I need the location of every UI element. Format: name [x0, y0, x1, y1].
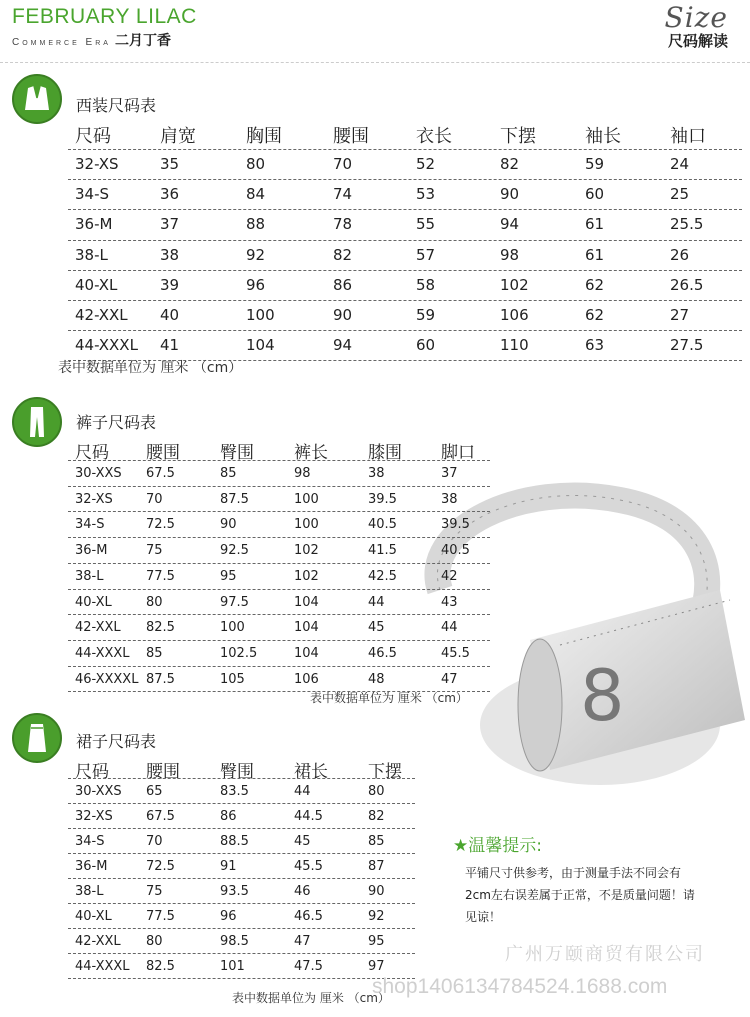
suit-table-cell: 38: [160, 245, 180, 264]
brand-name: FEBRUARY LILAC: [12, 5, 197, 28]
suit-table-cell: 24: [670, 155, 690, 173]
suit-table-cell: 25: [670, 185, 690, 204]
suit-header-cell: 袖长: [585, 126, 621, 147]
suit-row-rule: [68, 179, 742, 180]
suit-table-cell: 63: [585, 336, 605, 355]
skirt-table-cell: 65: [146, 784, 163, 799]
skirt-table-cell: 101: [220, 959, 245, 974]
pants-row-rule: [68, 537, 490, 538]
suit-table-cell: 36-M: [75, 215, 113, 234]
pants-table-cell: 43: [441, 594, 458, 610]
pants-row-rule: [68, 511, 490, 512]
suit-table-cell: 42-XXL: [75, 306, 128, 324]
pants-table-cell: 39.5: [441, 517, 470, 533]
suit-table-cell: 27: [670, 306, 690, 324]
suit-section-title: 西装尺码表: [76, 96, 157, 115]
suit-row-rule: [68, 209, 742, 210]
pants-row-rule: [68, 666, 490, 667]
pants-table-cell: 45: [368, 620, 385, 636]
skirt-header-cell: 裙长: [294, 762, 328, 782]
suit-table-cell: 62: [585, 306, 605, 324]
pants-table-cell: 34-S: [75, 517, 105, 533]
pants-table-cell: 82.5: [146, 620, 175, 636]
pants-table-cell: 100: [294, 517, 319, 533]
suit-table-cell: 32-XS: [75, 155, 119, 173]
suit-table-cell: 86: [333, 275, 353, 294]
pants-table-cell: 87.5: [146, 671, 175, 687]
skirt-table-cell: 44: [294, 784, 311, 799]
pants-row-rule: [68, 486, 490, 487]
suit-row-rule: [68, 240, 742, 241]
skirt-table-cell: 93.5: [220, 884, 249, 899]
pants-section-title: 裤子尺码表: [76, 413, 157, 432]
size-logo-caption: 尺码解读: [667, 32, 728, 50]
suit-table-cell: 55: [416, 215, 436, 234]
skirt-table-cell: 80: [368, 784, 385, 799]
pants-table-cell: 102: [294, 568, 319, 584]
suit-table-cell: 57: [416, 245, 436, 264]
skirt-row-rule: [68, 903, 415, 904]
pants-table-cell: 104: [294, 594, 319, 610]
suit-table-cell: 25.5: [670, 215, 704, 234]
suit-table-cell: 52: [416, 155, 436, 173]
pants-table-cell: 102.5: [220, 645, 258, 661]
skirt-table-cell: 45: [294, 834, 311, 849]
pants-row-rule: [68, 640, 490, 641]
suit-table-cell: 60: [585, 185, 605, 204]
suit-table-cell: 96: [246, 275, 266, 294]
suit-table-cell: 62: [585, 275, 605, 294]
suit-table-cell: 90: [500, 185, 520, 204]
suit-table-cell: 38-L: [75, 245, 108, 264]
suit-table-cell: 84: [246, 185, 266, 204]
skirt-table-cell: 98.5: [220, 934, 249, 949]
skirt-table-cell: 86: [220, 809, 237, 824]
brand-tagline: Commerce Era: [12, 37, 111, 48]
skirt-table-cell: 97: [368, 959, 385, 974]
pants-table-cell: 42-XXL: [75, 620, 121, 636]
pants-table-cell: 90: [220, 517, 237, 533]
pants-table-cell: 46-XXXXL: [75, 671, 139, 687]
skirt-table-cell: 44.5: [294, 809, 323, 824]
header-divider: [0, 62, 750, 63]
suit-table-cell: 78: [333, 215, 353, 234]
suit-table-cell: 110: [500, 336, 529, 355]
pants-table-cell: 100: [294, 491, 319, 507]
suit-table-cell: 106: [500, 306, 529, 324]
suit-table-cell: 60: [416, 336, 436, 355]
pants-row-rule: [68, 563, 490, 564]
skirt-header-cell: 臀围: [220, 762, 254, 782]
pants-table-cell: 44-XXXL: [75, 645, 130, 661]
skirt-table-cell: 77.5: [146, 909, 175, 924]
pants-table-cell: 42.5: [368, 568, 397, 584]
pants-table-cell: 97.5: [220, 594, 249, 610]
suit-row-rule: [68, 300, 742, 301]
suit-table-cell: 61: [585, 245, 605, 264]
brand-tagline-row: [12, 30, 197, 50]
skirt-table-cell: 36-M: [75, 859, 108, 874]
pants-header-cell: 尺码: [75, 443, 109, 463]
suit-table-cell: 26: [670, 245, 690, 264]
pants-table-cell: 77.5: [146, 568, 175, 584]
suit-table-cell: 98: [500, 245, 520, 264]
watermark-shop: shop1406134784524.1688.com: [372, 975, 668, 998]
pants-table-cell: 47: [441, 671, 458, 687]
pants-unit-note: 表中数据单位为 厘米 （cm）: [310, 691, 468, 705]
watermark-company: 广州万颐商贸有限公司: [505, 944, 705, 964]
suit-table-cell: 82: [333, 245, 353, 264]
suit-table-cell: 88: [246, 215, 266, 234]
skirt-table-cell: 32-XS: [75, 809, 113, 824]
pants-table-cell: 95: [220, 568, 237, 584]
pants-table-cell: 105: [220, 671, 245, 687]
skirt-table-cell: 38-L: [75, 884, 104, 899]
pants-table-cell: 36-M: [75, 543, 108, 559]
suit-table-cell: 59: [416, 306, 436, 324]
suit-unit-note: 表中数据单位为 厘米 （cm）: [58, 360, 243, 376]
brand-logo: [12, 6, 197, 50]
skirt-row-rule: [68, 828, 415, 829]
suit-header-rule: [68, 149, 742, 150]
pants-table-cell: 85: [146, 645, 163, 661]
skirt-row-rule: [68, 878, 415, 879]
suit-table-cell: 39: [160, 275, 180, 294]
skirt-table-cell: 72.5: [146, 859, 175, 874]
suit-table-cell: 34-S: [75, 185, 110, 204]
skirt-table-cell: 92: [368, 909, 385, 924]
pants-table-cell: 100: [220, 620, 245, 636]
suit-header-cell: 袖口: [670, 126, 706, 147]
pants-table-cell: 92.5: [220, 543, 249, 559]
skirt-header-cell: 腰围: [146, 762, 180, 782]
pants-table-cell: 40.5: [368, 517, 397, 533]
pants-table-cell: 102: [294, 543, 319, 559]
skirt-table-cell: 44-XXXL: [75, 959, 130, 974]
size-logo: [664, 1, 728, 50]
skirt-table-cell: 34-S: [75, 834, 105, 849]
skirt-table-cell: 67.5: [146, 809, 175, 824]
pants-table-cell: 44: [368, 594, 385, 610]
pants-row-rule: [68, 589, 490, 590]
pants-table-cell: 40-XL: [75, 594, 112, 610]
skirt-table-cell: 47.5: [294, 959, 323, 974]
pants-header-cell: 裤长: [294, 443, 328, 463]
suit-table-cell: 35: [160, 155, 180, 173]
skirt-header-rule: [68, 778, 415, 779]
pants-table-cell: 38: [441, 491, 458, 507]
suit-table-cell: 74: [333, 185, 353, 204]
suit-table-cell: 27.5: [670, 336, 704, 355]
skirt-row-rule: [68, 853, 415, 854]
skirt-table-cell: 82.5: [146, 959, 175, 974]
skirt-table-cell: 80: [146, 934, 163, 949]
suit-table-cell: 41: [160, 336, 180, 355]
skirt-table-cell: 88.5: [220, 834, 249, 849]
brand-name-cn: 二月丁香: [114, 33, 171, 49]
pants-header-cell: 膝围: [368, 443, 402, 463]
skirt-table-cell: 47: [294, 934, 311, 949]
suit-table-cell: 58: [416, 275, 436, 294]
suit-table-cell: 40: [160, 306, 180, 324]
pants-table-cell: 38: [368, 466, 385, 481]
skirt-table-cell: 96: [220, 909, 237, 924]
suit-table-cell: 44-XXXL: [75, 336, 138, 355]
skirt-table-cell: 42-XXL: [75, 934, 121, 949]
skirt-table-cell: 82: [368, 809, 385, 824]
skirt-table-cell: 30-XXS: [75, 784, 122, 799]
skirt-section-title: 裙子尺码表: [76, 732, 157, 751]
suit-table-cell: 59: [585, 155, 605, 173]
pants-icon: [12, 397, 62, 447]
pants-header-cell: 臀围: [220, 443, 254, 463]
skirt-table-cell: 95: [368, 934, 385, 949]
skirt-table-cell: 87: [368, 859, 385, 874]
pants-table-cell: 37: [441, 466, 458, 481]
pants-row-rule: [68, 614, 490, 615]
pants-table-cell: 104: [294, 645, 319, 661]
pants-table-cell: 41.5: [368, 543, 397, 559]
pants-table-cell: 40.5: [441, 543, 470, 559]
suit-table-cell: 36: [160, 185, 180, 204]
pants-table-cell: 75: [146, 543, 163, 559]
pants-table-cell: 85: [220, 466, 237, 481]
suit-table-cell: 40-XL: [75, 275, 118, 294]
pants-table-cell: 67.5: [146, 466, 175, 481]
suit-icon: [12, 74, 62, 124]
skirt-table-cell: 46: [294, 884, 311, 899]
pants-table-cell: 30-XXS: [75, 466, 122, 481]
tips-title: ★温馨提示:: [453, 836, 542, 856]
skirt-table-cell: 90: [368, 884, 385, 899]
suit-table-cell: 53: [416, 185, 436, 204]
pants-table-cell: 104: [294, 620, 319, 636]
suit-header-cell: 胸围: [246, 126, 282, 147]
skirt-table-cell: 75: [146, 884, 163, 899]
skirt-table-cell: 46.5: [294, 909, 323, 924]
skirt-table-cell: 45.5: [294, 859, 323, 874]
suit-row-rule: [68, 330, 742, 331]
suit-table-cell: 94: [500, 215, 520, 234]
suit-table-cell: 104: [246, 336, 275, 355]
suit-table-cell: 100: [246, 306, 275, 324]
svg-text:8: 8: [580, 655, 625, 737]
suit-header-cell: 下摆: [500, 126, 536, 147]
suit-table-cell: 61: [585, 215, 605, 234]
size-logo-word: Size: [664, 1, 728, 34]
skirt-table-cell: 40-XL: [75, 909, 112, 924]
skirt-header-cell: 下摆: [368, 762, 402, 782]
skirt-row-rule: [68, 978, 415, 979]
suit-header-cell: 衣长: [416, 126, 452, 147]
suit-header-cell: 尺码: [75, 126, 111, 147]
skirt-row-rule: [68, 803, 415, 804]
pants-table-cell: 46.5: [368, 645, 397, 661]
pants-header-rule: [68, 460, 490, 461]
pants-table-cell: 32-XS: [75, 491, 113, 507]
pants-table-cell: 106: [294, 671, 319, 687]
pants-table-cell: 38-L: [75, 568, 104, 584]
suit-table-cell: 90: [333, 306, 353, 324]
pants-table-cell: 87.5: [220, 491, 249, 507]
pants-table-cell: 80: [146, 594, 163, 610]
skirt-table-cell: 85: [368, 834, 385, 849]
skirt-row-rule: [68, 953, 415, 954]
pants-table-cell: 45.5: [441, 645, 470, 661]
pants-table-cell: 42: [441, 568, 458, 584]
pants-table-cell: 48: [368, 671, 385, 687]
tips-text: 平铺尺寸供参考，由于测量手法不同会有2cm左右误差属于正常，不是质量问题！请见谅！: [465, 866, 695, 924]
suit-table-cell: 102: [500, 275, 529, 294]
pants-table-cell: 70: [146, 491, 163, 507]
suit-row-rule: [68, 270, 742, 271]
suit-table-cell: 82: [500, 155, 520, 173]
skirt-table-cell: 83.5: [220, 784, 249, 799]
skirt-icon: [12, 713, 62, 763]
skirt-row-rule: [68, 928, 415, 929]
skirt-table-cell: 91: [220, 859, 237, 874]
skirt-unit-note: 表中数据单位为 厘米 （cm）: [232, 991, 390, 1005]
pants-table-cell: 72.5: [146, 517, 175, 533]
pants-table-cell: 39.5: [368, 491, 397, 507]
skirt-table-cell: 70: [146, 834, 163, 849]
suit-table-cell: 80: [246, 155, 266, 173]
suit-header-cell: 腰围: [333, 126, 369, 147]
suit-table-cell: 94: [333, 336, 353, 355]
pants-header-cell: 腰围: [146, 443, 180, 463]
suit-table-cell: 70: [333, 155, 353, 173]
suit-header-cell: 肩宽: [160, 126, 196, 147]
pants-table-cell: 44: [441, 620, 458, 636]
pants-table-cell: 98: [294, 466, 311, 481]
suit-table-cell: 37: [160, 215, 180, 234]
skirt-header-cell: 尺码: [75, 762, 109, 782]
pants-header-cell: 脚口: [441, 443, 475, 463]
suit-table-cell: 26.5: [670, 275, 704, 294]
suit-table-cell: 92: [246, 245, 266, 264]
